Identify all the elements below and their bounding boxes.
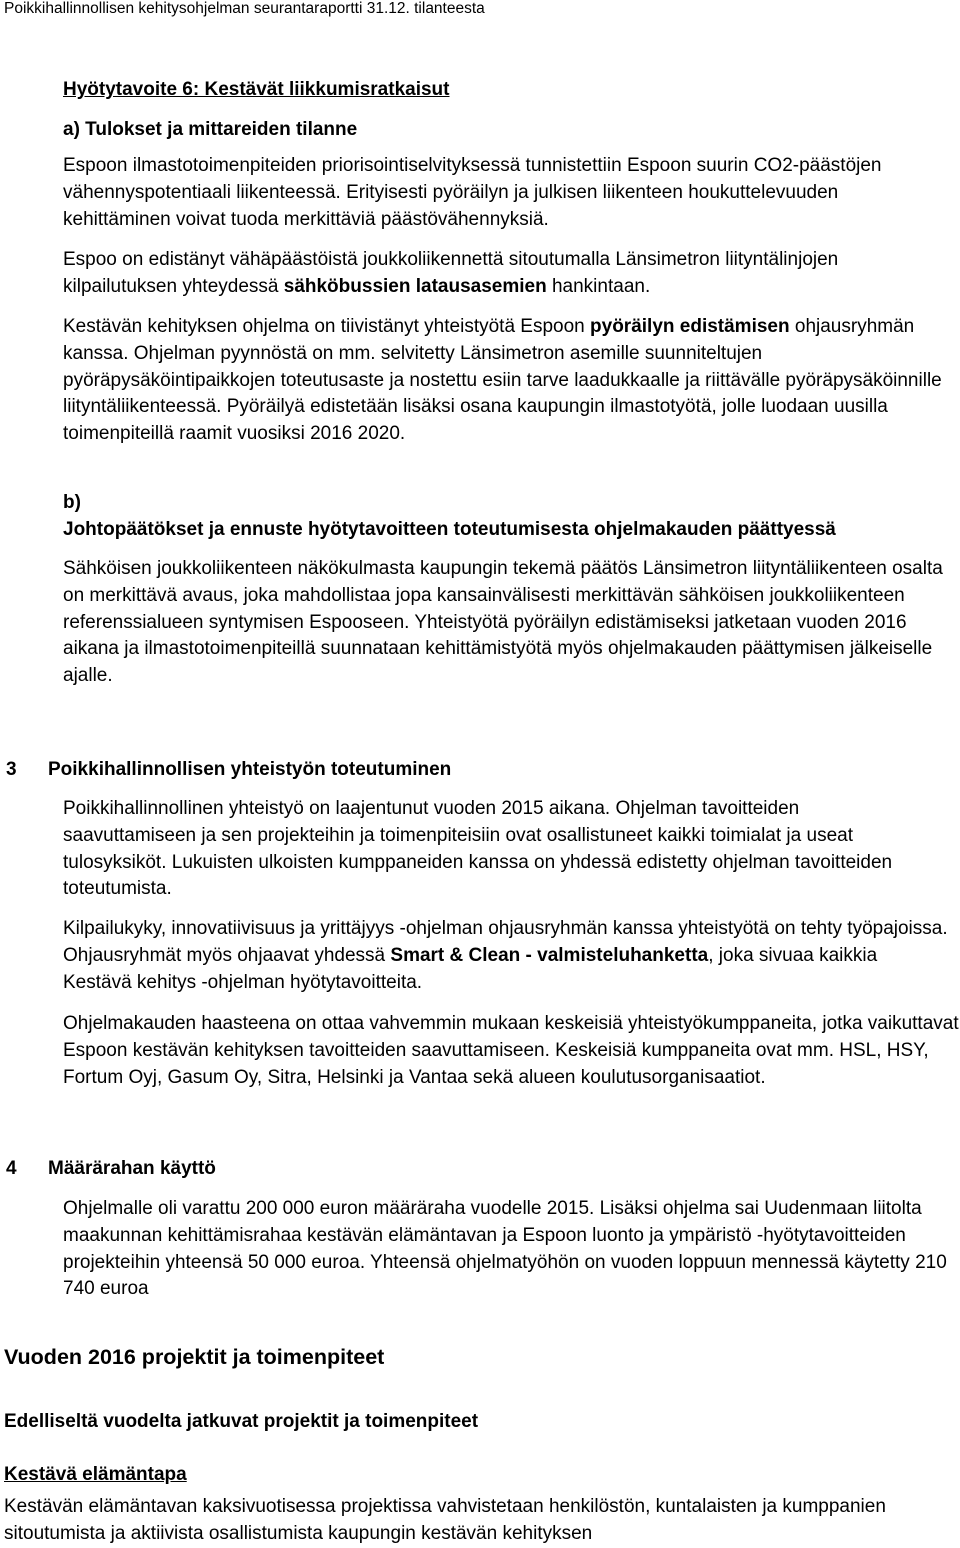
section-3-paragraph-2: Kilpailukyky, innovatiivisuus ja yrittäjyys -ohjelman ohjausryhmän kanssa yhteistyötä on tehty työpajoissa. Ohjausryhmät myös ohjaavat yhdessä Smart & Clean - valmisteluhanketta, joka sivuaa kaikkia Kestävä kehitys -ohjelman hyötytavoitteita. <box>63 918 948 993</box>
section-4-heading: 4 Määrärahan käyttö <box>6 1158 216 1179</box>
cycling-emphasis: pyöräilyn edistämisen <box>590 316 790 337</box>
goal-paragraph-1: Espoon ilmastotoimenpiteiden priorisointiselvityksessä tunnistettiin Espoon suurin CO2-päästöjen vähennyspotentiaali liikenteessä. Erityisesti pyöräilyn ja julkisen liikenteen houkuttelevuuden kehittäminen voivat tuoda merkittäviä päästövähennyksiä. <box>63 155 882 230</box>
charging-stations-emphasis: sähköbussien latausasemien <box>283 275 547 297</box>
smart-clean-emphasis: Smart & Clean - valmisteluhanketta <box>390 944 709 966</box>
section-a-heading: a) Tulokset ja mittareiden tilanne <box>63 119 358 140</box>
section-3-paragraph-1: Poikkihallinnollinen yhteistyö on laajentunut vuoden 2015 aikana. Ohjelman tavoitteiden saavuttamiseen ja sen projekteihin ja toimenpiteisiin ovat osallistuneet kaikki toimialat ja useat tulosyksiköt. Lukuisten ulkoisten kumppaneiden kanssa on yhdessä edistetty ohjelman tavoitteiden toteutumista. <box>63 798 893 900</box>
section-4-paragraph: Ohjelmalle oli varattu 200 000 euron määräraha vuodelle 2015. Lisäksi ohjelma sai Uudenmaan liitolta maakunnan kehittämisrahaa kestävän elämäntavan ja Espoon luonto ja ympäristö -hyötytavoitteiden projekteihin yhteensä 50 000 euroa. Yhteensä ohjelmatyöhön on vuoden loppuun mennessä käytetty 210 740 euroa <box>63 1198 947 1300</box>
sustainable-lifestyle-heading: Kestävä elämäntapa <box>4 1464 187 1485</box>
section-3-paragraph-3: Ohjelmakauden haasteena on ottaa vahvemmin mukaan keskeisiä yhteistyökumppaneita, jotka vaikuttavat Espoon kestävän kehityksen tavoitteiden saavuttamiseen. Keskeisiä kumppaneita ovat mm. HSL, HSY, Fortum Oyj, Gasum Oy, Sitra, Helsinki ja Vantaa sekä alueen koulutusorganisaatiot. <box>63 1013 959 1088</box>
section-3-heading: 3 Poikkihallinnollisen yhteistyön toteutuminen <box>6 759 452 780</box>
continuing-projects-heading: Edelliseltä vuodelta jatkuvat projektit ja toimenpiteet <box>4 1411 479 1432</box>
sustainable-lifestyle-paragraph: Kestävän elämäntavan kaksivuotisessa projektissa vahvistetaan henkilöstön, kuntalaisten ja kumppanien sitoutumista ja aktiivista osallistumista kaupungin kestävän kehityksen <box>4 1496 886 1544</box>
goal-paragraph-4: Sähköisen joukkoliikenteen näkökulmasta kaupungin tekemä päätös Länsimetron liityntäliikenteen osalta on merkittävä avaus, joka mahdollistaa jopa kansainvälisesti merkittävän sähköisen joukkoliikenteen referenssialueen syntymisen Espooseen. Yhteistyötä pyöräilyn edistämiseksi jatketaan vuoden 2016 aikana ja ilmastotoimenpiteillä suunnataan kehittämistyötä myös ohjelmakauden päättymisen jälkeiselle ajalle. <box>63 558 943 687</box>
projects-2016-heading: Vuoden 2016 projektit ja toimenpiteet <box>4 1345 385 1369</box>
goal-title: Hyötytavoite 6: Kestävät liikkumisratkaisut <box>63 79 450 100</box>
goal-paragraph-2: Espoo on edistänyt vähäpäästöistä joukkoliikennettä sitoutumalla Länsimetron liityntälinjojen kilpailutuksen yhteydessä sähköbussien latausasemien hankintaan. <box>63 249 839 297</box>
section-b-heading: b)Johtopäätökset ja ennuste hyötytavoitteen toteutumisesta ohjelmakauden päättyessä <box>63 492 836 540</box>
running-header: Poikkihallinnollisen kehitysohjelman seurantaraportti 31.12. tilanteesta <box>4 0 485 17</box>
goal-paragraph-3: Kestävän kehityksen ohjelma on tiivistänyt yhteistyötä Espoon pyöräilyn edistämisen ohjausryhmän kanssa. Ohjelman pyynnöstä on mm. selvitetty Länsimetron asemille suunniteltujen pyöräpysäköintipaikkojen toteutusaste ja nostettu esiin tarve laadukkaalle ja riittävälle pyöräpysäköinnille liityntäliikenteessä. Pyöräilyä edistetään lisäksi osana kaupungin ilmastotyötä, jolle luodaan uusilla toimenpiteillä raamit vuosiksi 2016 2020. <box>63 316 942 445</box>
